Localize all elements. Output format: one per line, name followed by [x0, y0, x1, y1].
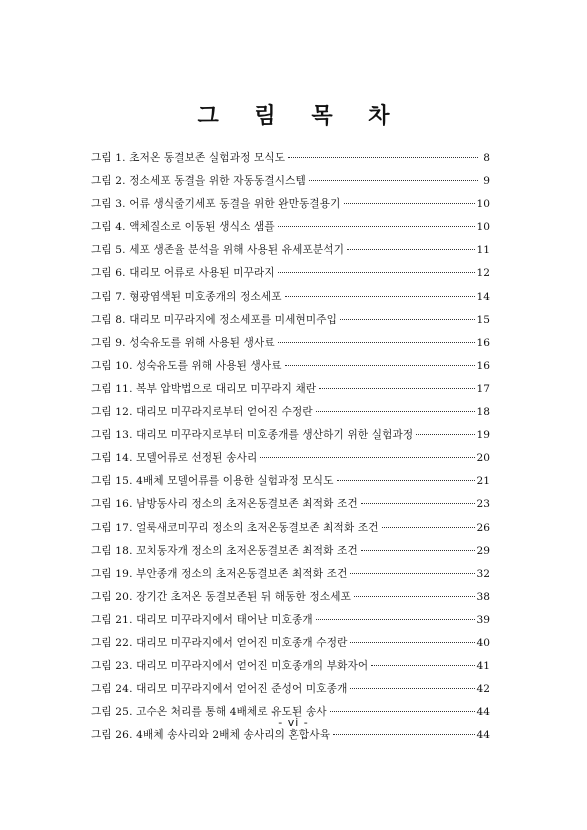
dot-leader [350, 573, 474, 574]
entry-page-number: 18 [476, 406, 490, 419]
toc-entry[interactable] [91, 517, 490, 540]
entry-label: 그림 2. 정소세포 동결을 위한 자동동결시스템 [91, 175, 306, 188]
toc-entry[interactable] [91, 609, 490, 632]
dot-leader [350, 642, 474, 643]
toc-entry[interactable] [91, 586, 490, 609]
dot-leader [330, 711, 475, 712]
dot-leader [361, 550, 475, 551]
page-title: 그 림 목 차 [197, 103, 404, 129]
dot-leader [350, 688, 474, 689]
entry-label: 그림 11. 복부 압박법으로 대리모 미꾸라지 채란 [91, 382, 317, 395]
dot-leader [278, 226, 475, 227]
toc-entry[interactable] [91, 493, 490, 516]
entry-label: 그림 19. 부안종개 정소의 초저온동결보존 최적화 조건 [91, 567, 348, 580]
dot-leader [361, 503, 475, 504]
entry-page-number: 44 [476, 729, 490, 742]
entry-page-number: 20 [476, 452, 490, 465]
entry-page-number: 14 [476, 290, 490, 303]
dot-leader [278, 342, 475, 343]
entry-label: 그림 1. 초저온 동결보존 실험과정 모식도 [91, 152, 286, 164]
dot-leader [285, 296, 475, 297]
toc-entry[interactable] [91, 563, 490, 586]
entry-page-number: 39 [476, 613, 490, 626]
entry-label: 그림 13. 대리모 미꾸라지로부터 미호종개를 생산하기 위한 실험과정 [91, 429, 414, 442]
entry-page-number: 12 [476, 267, 490, 280]
entry-page-number: 10 [476, 221, 490, 234]
entry-label: 그림 16. 남방동사리 정소의 초저온동결보존 최적화 조건 [91, 498, 358, 511]
entry-page-number: 32 [476, 567, 490, 580]
entry-page-number: 40 [476, 636, 490, 649]
entry-page-number: 23 [476, 498, 490, 511]
toc-entry[interactable] [91, 632, 490, 655]
toc-entry[interactable] [91, 470, 490, 493]
entry-label: 그림 22. 대리모 미꾸라지에서 얻어진 미호종개 수정란 [91, 636, 348, 649]
entry-page-number: 10 [476, 198, 490, 211]
entry-page-number: 19 [476, 429, 490, 442]
dot-leader [382, 527, 475, 528]
toc-entry[interactable] [91, 239, 490, 262]
entry-page-number: 8 [483, 152, 490, 164]
dot-leader [319, 388, 474, 389]
entry-page-number: 9 [483, 175, 490, 188]
dot-leader [337, 480, 475, 481]
dot-leader [347, 249, 474, 250]
entry-label: 그림 26. 4배체 송사리와 2배체 송사리의 혼합사육 [91, 729, 331, 742]
dot-leader [309, 180, 478, 181]
dot-leader [340, 319, 474, 320]
toc-entry[interactable] [91, 424, 490, 447]
toc-entry[interactable] [91, 355, 490, 378]
entry-page-number: 15 [476, 313, 490, 326]
toc-entry[interactable] [91, 147, 490, 170]
toc-entry[interactable] [91, 216, 490, 239]
page-number: - vi - [278, 716, 309, 729]
entry-label: 그림 6. 대리모 어류로 사용된 미꾸라지 [91, 267, 275, 280]
toc-entry[interactable] [91, 655, 490, 678]
dot-leader [354, 596, 475, 597]
entry-page-number: 17 [476, 382, 490, 395]
entry-label: 그림 17. 얼룩새코미꾸리 정소의 초저온동결보존 최적화 조건 [91, 521, 379, 534]
entry-label: 그림 23. 대리모 미꾸라지에서 얻어진 미호종개의 부화자어 [91, 660, 369, 673]
entry-label: 그림 3. 어류 생식줄기세포 동결을 위한 완만동결용기 [91, 198, 341, 211]
entry-page-number: 26 [476, 521, 490, 534]
dot-leader [316, 411, 475, 412]
entry-page-number: 11 [476, 244, 490, 257]
entry-label: 그림 18. 꼬치동자개 정소의 초저온동결보존 최적화 조건 [91, 544, 358, 557]
entry-label: 그림 21. 대리모 미꾸라지에서 태어난 미호종개 [91, 613, 313, 626]
dot-leader [285, 365, 475, 366]
toc-entry[interactable] [91, 447, 490, 470]
entry-page-number: 38 [476, 590, 490, 603]
entry-label: 그림 24. 대리모 미꾸라지에서 얻어진 준성어 미호종개 [91, 683, 348, 696]
entry-label: 그림 8. 대리모 미꾸라지에 정소세포를 미세현미주입 [91, 313, 338, 326]
entry-label: 그림 9. 성숙유도를 위해 사용된 생사료 [91, 336, 275, 349]
entry-label: 그림 4. 액체질소로 이동된 생식소 샘플 [91, 221, 275, 234]
entry-label: 그림 25. 고수온 처리를 통해 4배체로 유도된 송사 [91, 706, 327, 719]
toc-entry[interactable] [91, 193, 490, 216]
dot-leader [278, 272, 475, 273]
entry-label: 그림 12. 대리모 미꾸라지로부터 얻어진 수정란 [91, 406, 313, 419]
dot-leader [371, 665, 474, 666]
toc-entry[interactable] [91, 309, 490, 332]
entry-page-number: 16 [476, 359, 490, 372]
toc-entry[interactable] [91, 540, 490, 563]
entry-page-number: 41 [476, 660, 490, 673]
toc-entry[interactable] [91, 678, 490, 701]
dot-leader [316, 619, 475, 620]
entry-label: 그림 14. 모델어류로 선정된 송사리 [91, 452, 258, 465]
toc-entry[interactable] [91, 170, 490, 193]
entry-label: 그림 15. 4배체 모델어류를 이용한 실험과정 모식도 [91, 475, 334, 488]
toc-entry[interactable] [91, 401, 490, 424]
entry-label: 그림 20. 장기간 초저온 동결보존된 뒤 해동한 정소세포 [91, 590, 351, 603]
entry-page-number: 16 [476, 336, 490, 349]
toc-entry[interactable] [91, 262, 490, 285]
entry-label: 그림 5. 세포 생존율 분석을 위해 사용된 유세포분석기 [91, 244, 345, 257]
entry-page-number: 44 [476, 706, 490, 719]
dot-leader [333, 734, 474, 735]
toc-entry[interactable] [91, 286, 490, 309]
entry-label: 그림 10. 성숙유도를 위해 사용된 생사료 [91, 359, 282, 372]
toc-entry[interactable] [91, 378, 490, 401]
figure-list [91, 147, 490, 747]
dot-leader [288, 157, 478, 158]
dot-leader [344, 203, 475, 204]
toc-entry[interactable] [91, 332, 490, 355]
dot-leader [416, 434, 474, 435]
entry-label: 그림 7. 형광염색된 미호종개의 정소세포 [91, 290, 282, 303]
entry-page-number: 42 [476, 683, 490, 696]
entry-page-number: 29 [476, 544, 490, 557]
dot-leader [260, 457, 474, 458]
entry-page-number: 21 [476, 475, 490, 488]
